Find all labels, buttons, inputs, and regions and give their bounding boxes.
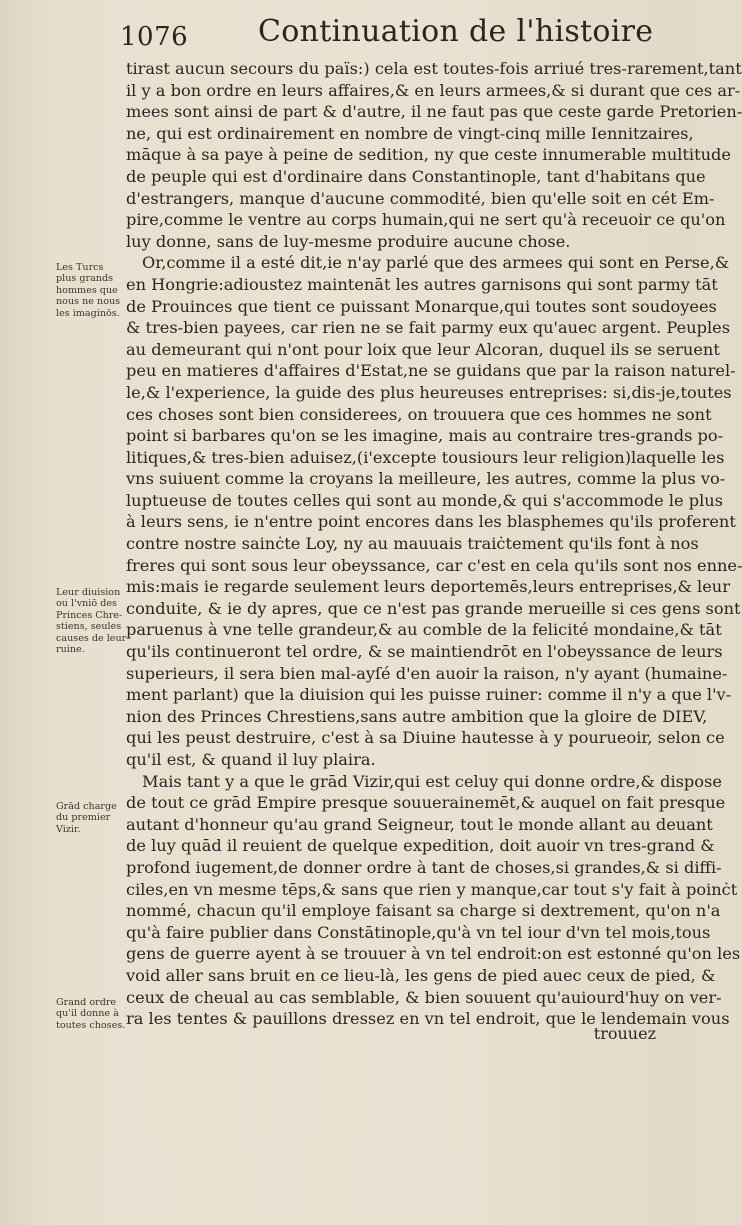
text-line: mis:mais ie regarde seulement leurs deportemēs,leurs entreprises,& leur <box>126 577 730 597</box>
catchword: trouuez <box>593 1024 656 1043</box>
margin-note-line: Grand ordre <box>56 997 117 1008</box>
margin-note-line: nous ne nous <box>56 296 121 308</box>
running-title: Continuation de l'histoire <box>258 14 654 49</box>
text-line: il y a bon ordre en leurs affaires,& en leurs armees,& si durant que ces ar- <box>126 80 741 100</box>
text-line: d'estrangers, manque d'aucune commodité, bien qu'elle soit en cét Em- <box>126 188 715 208</box>
margin-note-line: qu'il donne à <box>56 1008 119 1020</box>
text-line: profond iugement,de donner ordre à tant de choses,si grandes,& si diffi- <box>126 857 722 877</box>
text-line: mees sont ainsi de part & d'autre, il ne faut pas que ceste garde Pretorien- <box>126 102 742 122</box>
margin-note-line: hommes que <box>56 284 118 296</box>
margin-note-line: Les Turcs <box>56 262 104 273</box>
margin-note-line: ou l'vniō des <box>56 598 117 610</box>
margin-note-line: Princes Chre- <box>56 609 123 621</box>
text-line: paruenus à vne telle grandeur,& au comble de la felicité mondaine,& tāt <box>126 620 722 640</box>
text-line: de luy quād il reuient de quelque expedition, doit auoir vn tres-grand & <box>126 836 715 856</box>
text-line: qu'ils continueront tel ordre, & se maintiendrōt en l'obeyssance de leurs <box>126 642 723 662</box>
body-text <box>126 58 742 1030</box>
text-line: qui les peust destruire, c'est à sa Diuine hautesse à y pourueoir, selon ce <box>126 728 725 748</box>
text-line: conduite, & ie dy apres, que ce n'est pas grande merueille si ces gens sont <box>126 598 741 618</box>
text-line: point si barbares qu'on se les imagine, mais au contraire tres-grands po- <box>126 426 724 446</box>
text-line: contre nostre sainċte Loy, ny au mauuais traiċtement qu'ils font à nos <box>126 534 699 554</box>
text-line: void aller sans bruit en ce lieu-là, les gens de pied auec ceux de pied, & <box>126 965 716 985</box>
margin-note-line: toutes choses. <box>56 1019 126 1031</box>
text-line: qu'à faire publier dans Constātinople,qu'à vn tel iour d'vn tel mois,tous <box>126 922 711 942</box>
text-line: pire,comme le ventre au corps humain,qui ne sert qu'à receuoir ce qu'on <box>126 210 726 230</box>
margin-note-line: stiens, seules <box>56 621 122 633</box>
margin-note-line: Grād charge <box>56 801 117 812</box>
text-line: ne, qui est ordinairement en nombre de vingt-cinq mille Iennitzaires, <box>126 123 694 143</box>
margin-note <box>56 801 126 835</box>
text-line: ciles,en vn mesme tēps,& sans que rien y manque,car tout s'y fait à poinċt <box>126 879 738 899</box>
margin-note-line: causes de leur <box>56 632 127 644</box>
text-line: freres qui sont sous leur obeyssance, car c'est en cela qu'ils sont nos enne- <box>126 555 742 575</box>
text-line: vns suiuent comme la croyans la meilleure, les autres, comme la plus vo- <box>126 469 726 489</box>
margin-note-line: les imaginōs. <box>56 307 120 319</box>
text-line: luptueuse de toutes celles qui sont au monde,& qui s'accommode le plus <box>126 490 723 510</box>
text-line: le,& l'experience, la guide des plus heureuses entreprises: si,dis-je,toutes <box>126 382 732 402</box>
margin-note <box>56 262 126 319</box>
text-line: gens de guerre ayent à se trouuer à vn tel endroit:on est estonné qu'on les <box>126 944 741 964</box>
page-number: 1076 <box>120 22 189 52</box>
text-line: Mais tant y a que le grād Vizir,qui est celuy qui donne ordre,& dispose <box>142 771 722 791</box>
text-line: au demeurant qui n'ont pour loix que leur Alcoran, duquel ils se seruent <box>126 339 720 359</box>
margin-note-line: Vizir. <box>56 823 81 835</box>
text-line: nion des Princes Chrestiens,sans autre ambition que la gloire de DIEV, <box>126 706 708 726</box>
margin-note <box>56 997 126 1031</box>
margin-note-line: plus grands <box>56 273 114 285</box>
text-line: litiques,& tres-bien aduisez,(i'excepte tousiours leur religion)laquelle les <box>126 447 725 467</box>
text-line: ment parlant) que la diuision qui les puisse ruiner: comme il n'y a que l'v- <box>126 685 732 705</box>
text-line: tirast aucun secours du païs:) cela est toutes-fois arriué tres-rarement,tant <box>126 59 742 78</box>
text-line: qu'il est, & quand il luy plaira. <box>126 750 376 769</box>
margin-note-line: ruine. <box>56 644 85 656</box>
text-line: de tout ce grād Empire presque souuerainemēt,& auquel on fait presque <box>126 793 726 813</box>
text-line: nommé, chacun qu'il employe faisant sa charge si dextrement, qu'on n'a <box>126 901 721 921</box>
margin-note <box>56 587 126 655</box>
text-line: superieurs, il sera bien mal-ayſé d'en auoir la raison, n'y ayant (humaine- <box>126 663 728 683</box>
text-line: ceux de cheual au cas semblable, & bien souuent qu'auiourd'huy on ver- <box>126 987 722 1007</box>
text-line: autant d'honneur qu'au grand Seigneur, tout le monde allant au deuant <box>126 814 713 834</box>
margin-note-line: du premier <box>56 812 111 824</box>
text-line: ces choses sont bien considerees, on trouuera que ces hommes ne sont <box>126 404 712 424</box>
text-line: à leurs sens, ie n'entre point encores dans les blasphemes qu'ils proferent <box>126 512 736 532</box>
text-line: peu en matieres d'affaires d'Estat,ne se guidans que par la raison naturel- <box>126 361 736 381</box>
margin-note-line: Leur diuision <box>56 587 121 598</box>
text-line: Or,comme il a esté dit,ie n'ay parlé que des armees qui sont en Perse,& <box>142 253 730 273</box>
text-line: luy donne, sans de luy-mesme produire aucune chose. <box>126 231 571 251</box>
text-line: de Prouinces que tient ce puissant Monarque,qui toutes sont soudoyees <box>126 296 717 316</box>
text-line: māque à sa paye à peine de sedition, ny que ceste innumerable multitude <box>126 145 731 165</box>
text-line: en Hongrie:adioustez maintenāt les autres garnisons qui sont parmy tāt <box>126 274 718 294</box>
text-line: & tres-bien payees, car rien ne se fait parmy eux qu'auec argent. Peuples <box>126 318 731 338</box>
text-line: de peuple qui est d'ordinaire dans Constantinople, tant d'habitans que <box>126 166 706 186</box>
text-line: ra les tentes & pauillons dressez en vn tel endroit, que le lendemain vous <box>126 1009 730 1029</box>
